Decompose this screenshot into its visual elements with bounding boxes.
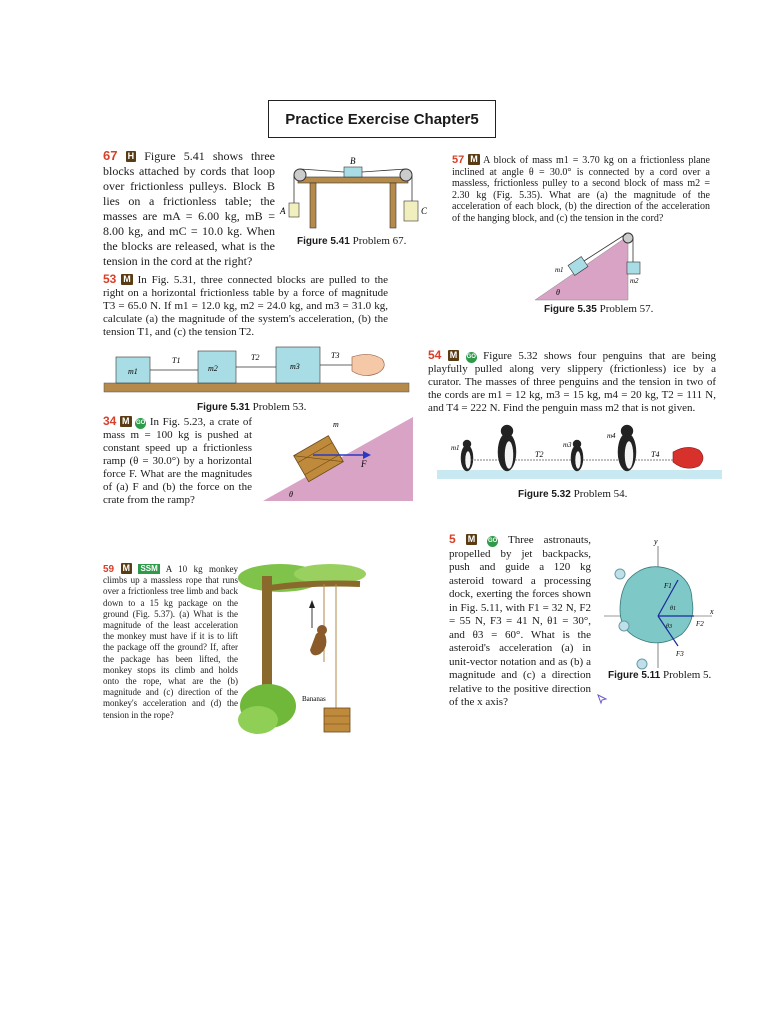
caption-5-31: Figure 5.31 Problem 53. (197, 401, 307, 413)
label-y: y (654, 537, 658, 546)
label-a: A (280, 206, 286, 216)
label-t2: T2 (251, 353, 260, 362)
difficulty-badge: H (127, 151, 135, 161)
problem-54 (428, 349, 716, 415)
label-m: m (333, 420, 339, 429)
problem-number: 67 (103, 148, 118, 163)
label-f1: F1 (664, 582, 672, 590)
figure-5-32 (437, 420, 722, 482)
problem-text: A 10 kg monkey climbs up a massless rope that runs over a frictionless tree limb and back down to a 15 kg package on the ground (Fig. 5.37). (a) What is the magnitude of the least acceleration the monkey must have if it is to lift the package off the ground? If, after the package has been lifted, the monkey stops its climb and holds onto the rope, what are the (b) magnitude and (c) direction of the monkey's acceleration and (d) the tension in the rope? (103, 564, 239, 720)
label-m3: m3 (290, 362, 300, 371)
label-f3: F3 (676, 650, 684, 658)
problem-number: 5 (449, 532, 456, 546)
problem-text: In Fig. 5.31, three connected blocks are pulled to the right on a horizontal frictionless table by a force of magnitude T3 = 65.0 N. If m1 = 12.0 kg, m2 = 24.0 kg, and m3 = 31.0 kg, calculate (a) the magnitude of the system's acceleration, (b) the tension T1, and (c) the tension T2. (103, 274, 389, 338)
label-m3: m3 (563, 441, 572, 449)
figure-5-37 (240, 566, 364, 734)
problem-number: 54 (428, 348, 442, 362)
label-theta3: θ3 (666, 624, 672, 630)
label-t3: T3 (331, 351, 340, 360)
difficulty-badge: M (470, 154, 478, 164)
caption-5-35: Figure 5.35 Problem 57. (544, 303, 654, 315)
problem-number: 59 (103, 564, 115, 575)
problem-number: 34 (103, 414, 117, 428)
label-f2: F2 (696, 620, 704, 628)
problem-text: A block of mass m1 = 3.70 kg on a frictionless plane inclined at angle θ = 30.0° is connected by a cord over a massless, frictionless pulley to a second block of mass m2 = 2.30 kg (Fig. 5.35). What are (a) the magnitude of the acceleration of each block, (b) the direction of the acceleration of the hanging block, and (c) the tension in the cord? (452, 155, 710, 224)
label-c: C (421, 206, 428, 216)
problem-34 (103, 415, 252, 507)
problem-53 (103, 273, 388, 339)
problem-57 (452, 154, 710, 224)
figure-5-23 (263, 415, 413, 507)
label-m2: m2 (630, 277, 639, 285)
label-theta: θ (289, 490, 293, 499)
page-title: Practice Exercise Chapter5 (268, 100, 496, 138)
problem-59 (103, 563, 238, 721)
problem-text: Figure 5.32 shows four penguins that are being playfully pulled along very slippery (frictionless) ice by a curator. The masses of three penguins and the tension in two of the cords are m1 = 12 kg, m3 = 15 kg, m4 = 20 kg, T2 = 111 N, and T4 = 222 N. Find the penguin mass m2 that is not given. (428, 350, 717, 414)
problem-text: Three astronauts, propelled by jet backpacks, push and guide a 120 kg asteroid toward a processing dock, exerting the forces shown in Fig. 5.11, with F1 = 32 N, F2 = 55 N, F3 = 41 N, θ1 = 30°, and θ3 = 60°. What is the asteroid's acceleration (a) in unit-vector notation and as (b) a magnitude and (c) a direction relative to the positive direction of the x axis? (449, 534, 591, 708)
difficulty-badge: M (467, 534, 476, 544)
cursor-icon (596, 693, 608, 705)
problem-number: 57 (452, 154, 465, 166)
label-t4: T4 (651, 450, 660, 459)
go-badge: GO (487, 536, 498, 547)
label-x: x (710, 607, 714, 616)
caption-5-11: Figure 5.11 Problem 5. (608, 669, 712, 681)
caption-5-32: Figure 5.32 Problem 54. (518, 488, 628, 500)
label-m1: m1 (555, 266, 564, 274)
label-theta1: θ1 (670, 606, 676, 612)
ssm-badge: SSM (140, 564, 158, 573)
problem-number: 53 (103, 272, 117, 286)
difficulty-badge: M (122, 416, 130, 426)
label-t1: T1 (172, 356, 181, 365)
problem-text: Figure 5.41 shows three blocks attached by cords that loop over frictionless pulleys. Block B lies on a frictionless table; the masses are mA = 6.00 kg, mB = 8.00 kg, and mC = 10.0 kg. When the blocks are released, what is the tension in the cord at the right? (103, 149, 275, 268)
label-m2: m2 (208, 364, 218, 373)
difficulty-badge: M (123, 274, 131, 284)
label-m1: m1 (128, 367, 138, 376)
label-bananas: Bananas (302, 695, 326, 703)
label-f: F (361, 459, 367, 469)
problem-5 (449, 533, 591, 710)
go-badge: GO (135, 418, 146, 429)
figure-5-35 (530, 228, 660, 303)
difficulty-badge: M (122, 563, 131, 573)
label-t2: T2 (535, 450, 544, 459)
label-b: B (350, 156, 356, 166)
label-theta: θ (556, 288, 560, 297)
figure-5-31 (104, 345, 409, 395)
label-m1: m1 (451, 444, 460, 452)
problem-67 (103, 148, 275, 269)
figure-5-11 (598, 536, 720, 670)
caption-5-41: Figure 5.41 Problem 67. (297, 235, 407, 247)
problem-text: In Fig. 5.23, a crate of mass m = 100 kg is pushed at constant speed up a frictionless ramp (θ = 30.0°) by a horizontal force F. What are the magnitudes of (a) F and (b) the force on the crate from the ramp? (103, 416, 253, 506)
label-m4: m4 (607, 432, 616, 440)
go-badge: GO (466, 352, 477, 363)
difficulty-badge: M (449, 350, 458, 360)
figure-5-41 (280, 155, 436, 230)
